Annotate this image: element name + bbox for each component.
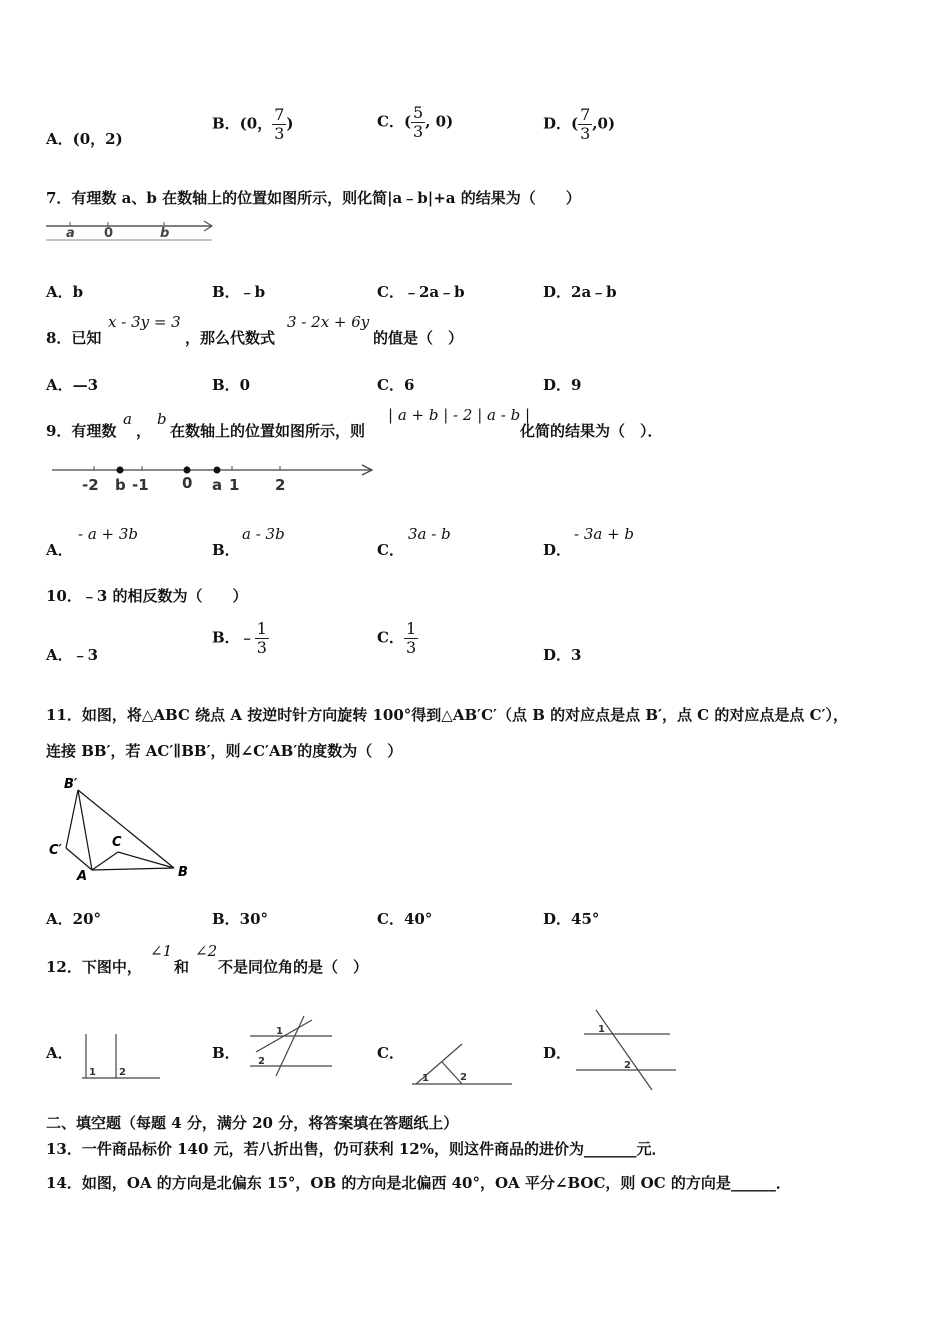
q12-and: 和 — [174, 958, 190, 976]
axis-label-minus-2: -2 — [82, 476, 99, 494]
line-ray-2 — [442, 1062, 462, 1084]
q6-option-a: A．(0，2) — [46, 130, 123, 148]
q6-option-c — [377, 104, 453, 141]
q12-option-c-figure — [408, 1040, 516, 1088]
segment-bprime-a — [78, 790, 92, 870]
q12-prefix: 12．下图中， — [46, 958, 142, 976]
label-b: B — [178, 865, 188, 880]
q9-option-a-letter: A． — [46, 541, 73, 559]
q11-line-1: 11．如图，将△ABC 绕点 A 按逆时针方向旋转 100°得到△AB′C′（点 B 的对应点是点 B′，点 C 的对应点是点 C′）， — [46, 706, 848, 724]
q9-suffix: 化简的结果为（ ）． — [520, 422, 663, 440]
axis-label-minus-1: -1 — [132, 476, 149, 494]
fraction-denominator: 3 — [405, 638, 417, 657]
q8-option-a: A．—3 — [46, 376, 99, 394]
q9-option-b-letter: B． — [212, 541, 240, 559]
angle-label-1: 1 — [598, 1024, 605, 1035]
q9-option-d-expr: - 3a + b — [574, 525, 635, 543]
point-a — [214, 467, 221, 474]
q12-option-a-letter: A． — [46, 1044, 73, 1062]
q12-option-d-figure — [574, 1006, 680, 1092]
q8-mid: ，那么代数式 — [185, 329, 276, 347]
segment-bprime-cprime — [66, 790, 78, 848]
q12-suffix: 不是同位角的是（ ） — [218, 958, 369, 976]
q6-option-d-prefix: D．( — [543, 114, 579, 133]
q9-prefix: 9．有理数 — [46, 422, 117, 440]
q8-option-b: B．0 — [212, 376, 251, 394]
angle-label-2: 2 — [624, 1060, 631, 1071]
q9-option-b-expr: a - 3b — [242, 525, 285, 543]
q11-option-b: B．30° — [212, 910, 269, 928]
axis-label-0: 0 — [182, 474, 193, 492]
fraction-denominator: 3 — [413, 122, 424, 141]
q7-option-b: B．﹣b — [212, 283, 266, 301]
q9-var-a: a — [123, 410, 132, 428]
segment-bprime-b — [78, 790, 174, 868]
q12-option-b-letter: B． — [212, 1044, 240, 1062]
q10-question: 10．﹣3 的相反数为（ ） — [46, 587, 248, 605]
fraction-denominator: 3 — [256, 638, 267, 657]
q9-option-c-expr: 3a - b — [408, 525, 451, 543]
axis-label-0: 0 — [104, 226, 114, 241]
q10-option-c-fraction — [404, 620, 418, 657]
q9-mid: 在数轴上的位置如图所示，则 — [170, 422, 366, 440]
label-b-prime: B′ — [64, 777, 78, 792]
segment-c-b — [118, 852, 174, 868]
q11-line-2: 连接 BB′，若 AC′∥BB′，则∠C′AB′的度数为（ ） — [46, 742, 403, 760]
q12-option-a-figure — [80, 1030, 162, 1082]
fraction-denominator: 3 — [580, 124, 591, 143]
axis-label-a: a — [66, 226, 75, 241]
fraction-numerator: 7 — [274, 105, 285, 124]
q12-angle-2: ∠2 — [195, 942, 218, 960]
q6-option-d-fraction — [578, 106, 592, 143]
q9-option-c-letter: C． — [377, 541, 404, 559]
q11-option-d: D．45° — [543, 910, 600, 928]
q10-option-b — [212, 620, 269, 657]
point-0 — [184, 467, 191, 474]
q9-option-a-expr: - a + 3b — [78, 525, 139, 543]
label-c-prime: C′ — [49, 843, 62, 858]
q12-angle-1: ∠1 — [150, 942, 173, 960]
fraction-numerator: 7 — [580, 105, 591, 124]
section-2-heading: 二、填空题（每题 4 分，满分 20 分，将答案填在答题纸上） — [46, 1114, 459, 1132]
axis-label-b: b — [160, 226, 170, 241]
q8-option-c: C．6 — [377, 376, 415, 394]
fraction-numerator: 1 — [405, 619, 417, 638]
segment-cprime-a — [66, 848, 92, 870]
q7-option-c: C．﹣2a﹣b — [377, 283, 465, 301]
q9-option-d-letter: D． — [543, 541, 572, 559]
q7-number-line — [44, 216, 219, 244]
q6-option-d — [543, 106, 615, 143]
q6-option-c-fraction — [411, 104, 425, 141]
q9-sep: ， — [136, 422, 152, 440]
angle-label-2: 2 — [119, 1067, 126, 1078]
q7-question: 7．有理数 a、b 在数轴上的位置如图所示，则化简|a﹣b|+a 的结果为（ ） — [46, 189, 581, 207]
angle-label-1: 1 — [276, 1026, 283, 1037]
angle-label-1: 1 — [89, 1067, 96, 1078]
q6-option-d-suffix: ,0) — [592, 114, 616, 133]
q6-option-b-fraction — [272, 106, 286, 143]
q6-option-c-prefix: C．( — [377, 112, 412, 131]
q9-expr: | a + b | - 2 | a - b | — [388, 406, 531, 424]
q11-option-c: C．40° — [377, 910, 433, 928]
q8-expr2: 3 - 2x + 6y — [287, 313, 370, 331]
q10-option-a: A．﹣3 — [46, 646, 99, 664]
line-transversal-1 — [276, 1016, 304, 1076]
q7-option-d: D．2a﹣b — [543, 283, 617, 301]
q12-option-c-letter: C． — [377, 1044, 404, 1062]
q11-option-a: A．20° — [46, 910, 102, 928]
segment-a-b — [92, 868, 174, 870]
segment-a-c — [92, 852, 118, 870]
axis-label-b: b — [115, 476, 126, 494]
axis-label-1: 1 — [229, 476, 240, 494]
q9-number-line — [48, 458, 383, 498]
q12-option-b-figure — [246, 1012, 336, 1078]
label-a: A — [77, 869, 88, 884]
q8-prefix: 8．已知 — [46, 329, 102, 347]
q6-option-c-suffix: , 0) — [425, 112, 454, 131]
q6-option-b-suffix: ) — [286, 114, 294, 133]
q13-question: 13．一件商品标价 140 元，若八折出售，仍可获利 12%，则这件商品的进价为_______元． — [46, 1140, 667, 1158]
q10-option-c-prefix: C． — [377, 628, 404, 647]
point-b — [117, 467, 124, 474]
q8-suffix: 的值是（ ） — [373, 329, 464, 347]
q11-triangle-figure — [44, 772, 204, 884]
q10-option-b-fraction — [255, 620, 269, 657]
angle-label-2: 2 — [460, 1072, 467, 1083]
q8-option-d: D．9 — [543, 376, 582, 394]
q6-option-b-prefix: B．(0， — [212, 114, 273, 133]
q14-question: 14．如图，OA 的方向是北偏东 15°，OB 的方向是北偏西 40°，OA 平分∠BOC，则 OC 的方向是______． — [46, 1174, 791, 1192]
label-c: C — [112, 835, 122, 850]
q12-option-d-letter: D． — [543, 1044, 572, 1062]
line-transversal — [596, 1010, 652, 1090]
q9-var-b: b — [157, 410, 167, 428]
axis-label-2: 2 — [275, 476, 286, 494]
q8-expr1: x - 3y = 3 — [108, 313, 181, 331]
axis-label-a: a — [212, 476, 223, 494]
q6-option-b — [212, 106, 294, 143]
fraction-numerator: 1 — [256, 619, 267, 638]
angle-label-2: 2 — [258, 1056, 265, 1067]
angle-label-1: 1 — [422, 1073, 429, 1084]
q10-option-c — [377, 620, 418, 657]
q7-option-a: A．b — [46, 283, 84, 301]
q10-option-b-prefix: B．﹣ — [212, 628, 255, 647]
fraction-denominator: 3 — [274, 124, 285, 143]
fraction-numerator: 5 — [413, 103, 424, 122]
q10-option-d: D．3 — [543, 646, 582, 664]
